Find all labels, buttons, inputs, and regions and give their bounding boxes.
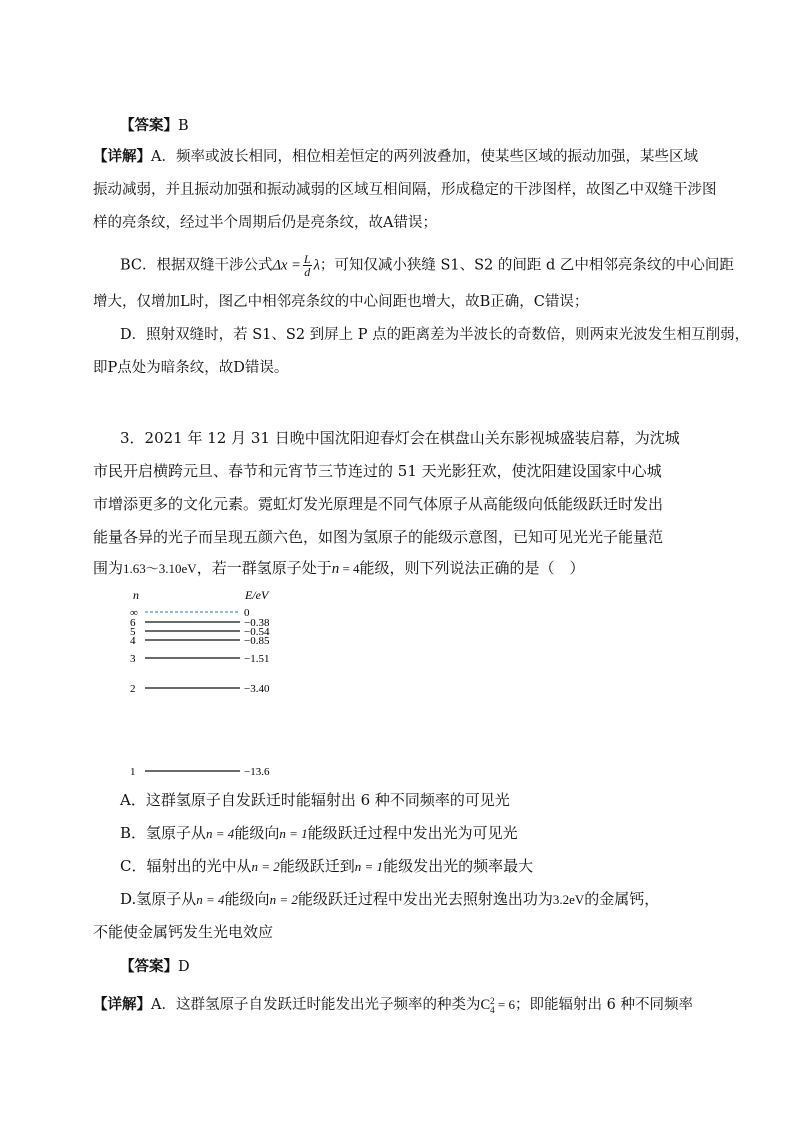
detail1-d-line1: D．照射双缝时，若 S1、S2 到屏上 P 点的距离差为半波长的奇数倍，则两束光波发生相互削弱， (120, 327, 750, 343)
energy-levels (130, 607, 270, 778)
option-c (120, 856, 710, 877)
option-c-text: C．辐射出的光中从 (120, 857, 252, 875)
n-symbol: n (331, 561, 340, 577)
comb-sup: 2 (490, 995, 495, 1006)
option-b-to: n = 1 (279, 826, 308, 841)
fraction-denominator: d (304, 265, 311, 279)
detail1-a-line1 (93, 147, 713, 167)
comb-sub: 4 (490, 1004, 495, 1015)
level-energy-label: −0.54 (244, 626, 270, 638)
option-c-from: n = 2 (251, 859, 280, 874)
level-n-label: 2 (130, 683, 136, 695)
answer-tag: 【答案】 (120, 958, 178, 975)
option-d-line2: 不能使金属钙发生光电效应 (93, 923, 274, 941)
bc-text-post: ；可知仅减小狭缝 S1、S2 的间距 d 乙中相邻亮条纹的中心间距 (319, 257, 734, 274)
energy-level-diagram (120, 585, 320, 785)
answer-line-3 (120, 957, 710, 977)
n-value: = 4 (339, 561, 360, 576)
detail3-text: A．这群氢原子自发跃迁时能发出光子频率的种类为 (151, 997, 481, 1013)
level-energy-label: −0.38 (244, 617, 270, 629)
q3-line4: 能量各异的光子而呈现五颜六色，如图为氢原子的能级示意图，已知可见光光子能量范 (93, 528, 664, 546)
q3-line3: 市增添更多的文化元素。霓虹灯发光原理是不同气体原子从高能级向低能级跃迁时发出 (93, 495, 664, 513)
level-n-label: 1 (130, 766, 136, 778)
option-b (120, 823, 710, 844)
q3-line2: 市民开启横跨元旦、春节和元宵节三节连过的 51 天光影狂欢，使沈阳建设国家中心城 (93, 462, 662, 480)
q3-text-post: 能级，则下列说法正确的是（ ） (359, 559, 585, 577)
detail-tag: 【详解】 (93, 148, 151, 165)
detail1-bc-line2: 增大，仅增加L时，图乙中相邻亮条纹的中心间距也增大，故B正确，C错误； (93, 294, 589, 310)
detail3-a-line1 (93, 995, 713, 1015)
level-energy-label: −13.6 (244, 766, 270, 778)
n-axis-label: n (133, 588, 139, 602)
detail-tag: 【详解】 (93, 996, 151, 1013)
level-energy-label: −3.40 (244, 683, 270, 695)
option-c-to: n = 1 (354, 859, 384, 874)
level-n-label: 6 (130, 617, 136, 629)
answer-value: B (178, 118, 189, 134)
bc-text: BC．根据双缝干涉公式 (120, 257, 273, 274)
option-c-mid: 能级跃迁到 (279, 857, 355, 875)
formula-lambda: λ (313, 257, 320, 274)
formula-fraction (303, 253, 312, 278)
fraction-numerator: L (303, 252, 311, 266)
option-d-mid: 能级向 (224, 890, 270, 908)
comb-c: C (480, 997, 491, 1013)
q3-line1: 3．2021 年 12 月 31 日晚中国沈阳迎春灯会在棋盘山关东影视城盛装启幕，为沈城 (120, 429, 680, 447)
detail1-d-line2: 即P点处为暗条纹，故D错误。 (93, 360, 289, 376)
combination-formula (480, 997, 515, 1013)
formula-lhs: Δx = (272, 257, 301, 274)
option-a: A．这群氢原子自发跃迁时能辐射出 6 种不同频率的可见光 (120, 791, 510, 809)
level-energy-label: −0.85 (244, 635, 270, 647)
answer-value: D (178, 959, 190, 975)
comb-eq: = 6 (494, 997, 515, 1012)
level-n-label: 3 (130, 653, 136, 665)
q3-text: 围为 (93, 559, 124, 577)
level-n-label: 5 (130, 626, 136, 638)
option-d-text: D.氢原子从 (120, 890, 197, 908)
visible-range: 1.63～3.10eV (123, 561, 197, 576)
option-d (120, 889, 710, 910)
option-c-post: 能级发出光的频率最大 (383, 857, 534, 875)
answer-line-1 (120, 116, 710, 136)
energy-axis-label: E/eV (245, 588, 269, 602)
detail1-bc-line1 (120, 252, 734, 279)
option-d-from: n = 4 (196, 892, 225, 907)
option-b-text: B．氢原子从 (120, 824, 207, 842)
option-b-from: n = 4 (206, 826, 235, 841)
answer-tag: 【答案】 (120, 117, 178, 134)
q3-line5 (93, 558, 713, 579)
detail1-a-line2: 振动减弱，并且振动加强和振动减弱的区域互相间隔，形成稳定的干涉图样，故图乙中双缝干涉图 (93, 182, 717, 198)
level-energy-label: 0 (244, 607, 250, 619)
q3-text-mid: ，若一群氢原子处于 (196, 559, 332, 577)
option-d-to: n = 2 (269, 892, 298, 907)
level-energy-label: −1.51 (244, 653, 270, 665)
detail3-post: ；即能辐射出 6 种不同频率 (515, 997, 693, 1013)
option-b-post: 能级跃迁过程中发出光为可见光 (307, 824, 518, 842)
detail-text: A．频率或波长相同，相位相差恒定的两列波叠加，使某些区域的振动加强，某些区域 (151, 149, 698, 165)
option-d-post2: 的金属钙， (584, 890, 660, 908)
work-function: 3.2eV (552, 892, 585, 907)
detail1-a-line3: 样的亮条纹，经过半个周期后仍是亮条纹，故A错误； (93, 215, 437, 231)
level-n-label: ∞ (130, 607, 138, 619)
level-n-label: 4 (130, 635, 136, 647)
option-d-post: 能级跃迁过程中发出光去照射逸出功为 (297, 890, 553, 908)
option-b-mid: 能级向 (234, 824, 280, 842)
